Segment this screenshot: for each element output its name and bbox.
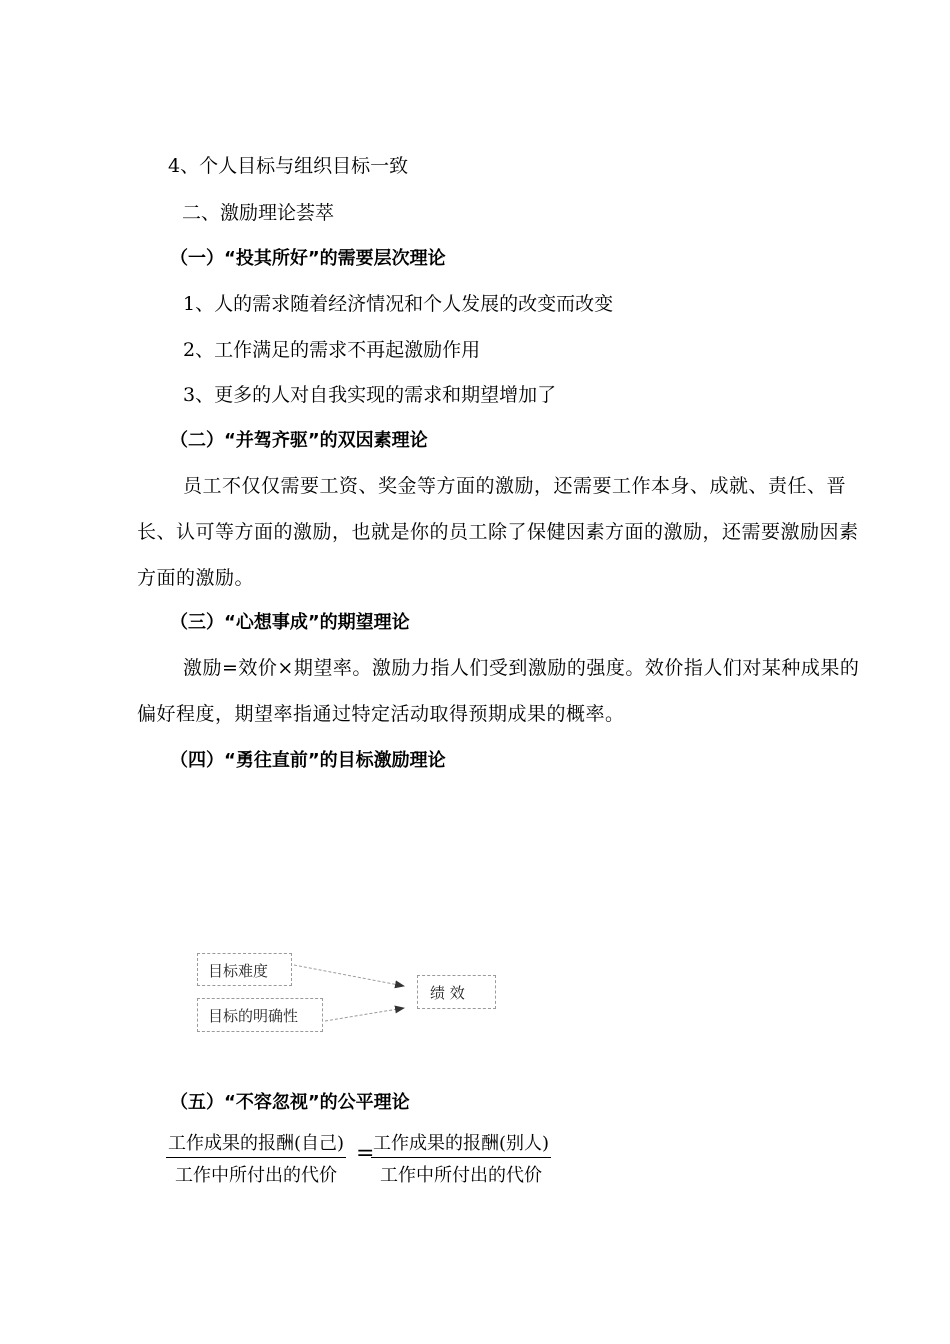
- equals-sign: =: [356, 1141, 375, 1166]
- arrow-clarity-to-performance: [325, 1008, 404, 1021]
- fraction-other-denominator: 工作中所付出的代价: [380, 1165, 543, 1186]
- goal-clarity-box: 目标的明确性: [197, 998, 323, 1032]
- section-heading-2: 二、激励理论荟萃: [182, 202, 335, 224]
- subsection-heading-5: （五）“不容忽视”的公平理论: [170, 1092, 410, 1113]
- paragraph-two-factor: 员工不仅仅需要工资、奖金等方面的激励，还需要工作本身、成就、责任、晋长、认可等方面的激励，也就是你的员工除了保健因素方面的激励，还需要激励因素方面的激励。: [137, 475, 859, 589]
- subsection-heading-1: （一）“投其所好”的需要层次理论: [170, 248, 446, 269]
- subsection-heading-2: （二）“并驾齐驱”的双因素理论: [170, 430, 428, 451]
- performance-box: 绩 效: [417, 975, 496, 1009]
- list-item-2: 2、工作满足的需求不再起激励作用: [183, 339, 481, 361]
- list-item-1: 1、人的需求随着经济情况和个人发展的改变而改变: [183, 293, 614, 315]
- subsection-heading-3: （三）“心想事成”的期望理论: [170, 612, 410, 633]
- list-item-4: 4、个人目标与组织目标一致: [168, 155, 409, 177]
- arrow-difficulty-to-performance: [294, 965, 404, 986]
- list-item-3: 3、更多的人对自我实现的需求和期望增加了: [183, 384, 557, 406]
- fraction-other: [371, 1129, 551, 1187]
- goal-difficulty-box: 目标难度: [197, 953, 292, 986]
- subsection-heading-4: （四）“勇往直前”的目标激励理论: [170, 750, 446, 771]
- fraction-self-numerator: 工作成果的报酬(自己): [166, 1129, 346, 1158]
- fraction-self-denominator: 工作中所付出的代价: [175, 1165, 338, 1186]
- fraction-other-numerator: 工作成果的报酬(别人): [371, 1129, 551, 1158]
- fraction-self: [166, 1129, 346, 1187]
- paragraph-expectancy: 激励=效价×期望率。激励力指人们受到激励的强度。效价指人们对某种成果的偏好程度，期望率指通过特定活动取得预期成果的概率。: [137, 657, 860, 725]
